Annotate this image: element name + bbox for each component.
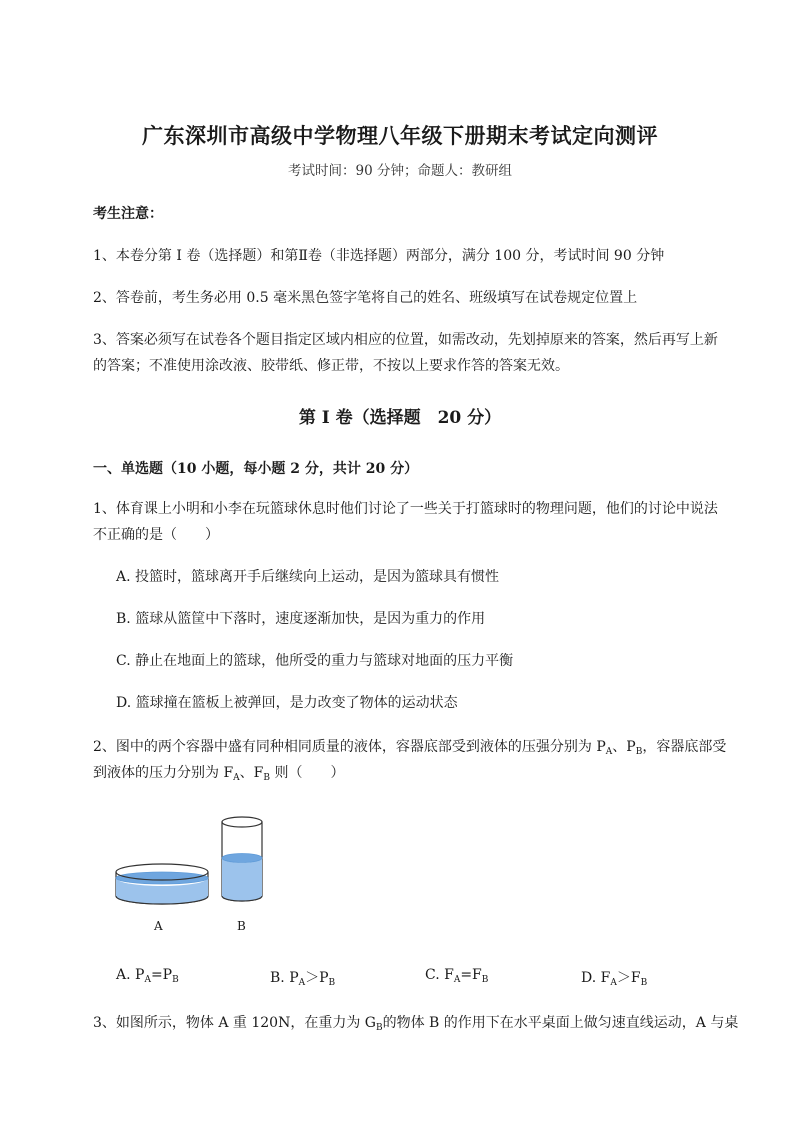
q1-option-a: A. 投篮时，篮球离开手后继续向上运动，是因为篮球具有惯性 xyxy=(116,569,500,585)
container-b xyxy=(222,817,262,901)
q3-text: 的物体 B 的作用下在水平桌面上做匀速直线运动，A 与桌 xyxy=(382,1015,739,1031)
q1-stem-line1: 1、体育课上小明和小李在玩篮球休息时他们讨论了一些关于打篮球时的物理问题，他们的讨论中说法 xyxy=(93,501,718,517)
subscript: A xyxy=(144,975,151,985)
subscript: B xyxy=(172,975,179,985)
option-text: B. P xyxy=(270,970,299,986)
section-title: 第 I 卷（选择题 20 分） xyxy=(298,408,502,428)
figure-label-b: B xyxy=(237,919,246,933)
option-text: ＞F xyxy=(616,970,641,986)
subscript: B xyxy=(263,773,271,783)
q3-text: 3、如图所示，物体 A 重 120N，在重力为 G xyxy=(93,1015,376,1031)
subscript: A xyxy=(605,747,613,757)
q2-text: 到液体的压力分别为 F xyxy=(93,765,234,781)
subscript: B xyxy=(635,747,643,757)
part-heading: 一、单选题（10 小题，每小题 2 分，共计 20 分） xyxy=(93,461,419,477)
subscript: A xyxy=(453,975,461,985)
subscript: A xyxy=(298,978,306,988)
option-text: =P xyxy=(150,967,173,983)
q2-option-c xyxy=(425,967,488,985)
option-text: D. F xyxy=(581,970,611,986)
q1-option-b: B. 篮球从篮筐中下落时，速度逐渐加快，是因为重力的作用 xyxy=(116,611,486,627)
q2-stem-line1 xyxy=(93,736,726,757)
q1-stem-line2: 不正确的是（ ） xyxy=(93,527,219,543)
q2-option-b xyxy=(270,967,335,988)
containers-figure xyxy=(110,812,270,942)
q1-option-d: D. 篮球撞在篮板上被弹回，是力改变了物体的运动状态 xyxy=(116,695,458,711)
q2-text: 则（ ） xyxy=(270,765,345,781)
notice-item-2: 2、答卷前，考生务必用 0.5 毫米黑色签字笔将自己的姓名、班级填写在试卷规定位置上 xyxy=(93,290,638,306)
notice-item-3-line1: 3、答案必须写在试卷各个题目指定区域内相应的位置，如需改动，先划掉原来的答案，然后再写上新 xyxy=(93,332,718,348)
page-title: 广东深圳市高级中学物理八年级下册期末考试定向测评 xyxy=(142,123,658,148)
q2-text: 、F xyxy=(239,765,264,781)
q2-stem-line2 xyxy=(93,762,344,783)
option-text: =F xyxy=(460,967,482,983)
subscript: B xyxy=(375,1023,383,1033)
notice-item-3-line2: 的答案；不准使用涂改液、胶带纸、修正带，不按以上要求作答的答案无效。 xyxy=(93,358,569,374)
option-text: ＞P xyxy=(305,970,329,986)
q1-option-c: C. 静止在地面上的篮球，他所受的重力与篮球对地面的压力平衡 xyxy=(116,653,514,669)
q3-stem-line1 xyxy=(93,1012,738,1033)
q2-text: ，容器底部受 xyxy=(642,739,727,755)
option-text: C. F xyxy=(425,967,454,983)
subscript: B xyxy=(328,978,336,988)
q2-option-a xyxy=(116,967,179,985)
q2-option-d xyxy=(581,967,647,988)
container-a xyxy=(116,864,208,904)
notice-item-1: 1、本卷分第 I 卷（选择题）和第Ⅱ卷（非选择题）两部分，满分 100 分，考试时间 90 分钟 xyxy=(93,248,665,264)
option-text: A. P xyxy=(116,967,145,983)
subscript: B xyxy=(640,978,648,988)
exam-info: 考试时间：90 分钟；命题人：教研组 xyxy=(288,163,512,179)
figure-label-a: A xyxy=(154,919,163,933)
q2-text: 2、图中的两个容器中盛有同种相同质量的液体，容器底部受到液体的压强分别为 P xyxy=(93,739,606,755)
subscript: A xyxy=(610,978,617,988)
subscript: B xyxy=(481,975,489,985)
subscript: A xyxy=(233,773,240,783)
notice-heading: 考生注意： xyxy=(93,206,163,222)
q2-text: 、P xyxy=(612,739,636,755)
